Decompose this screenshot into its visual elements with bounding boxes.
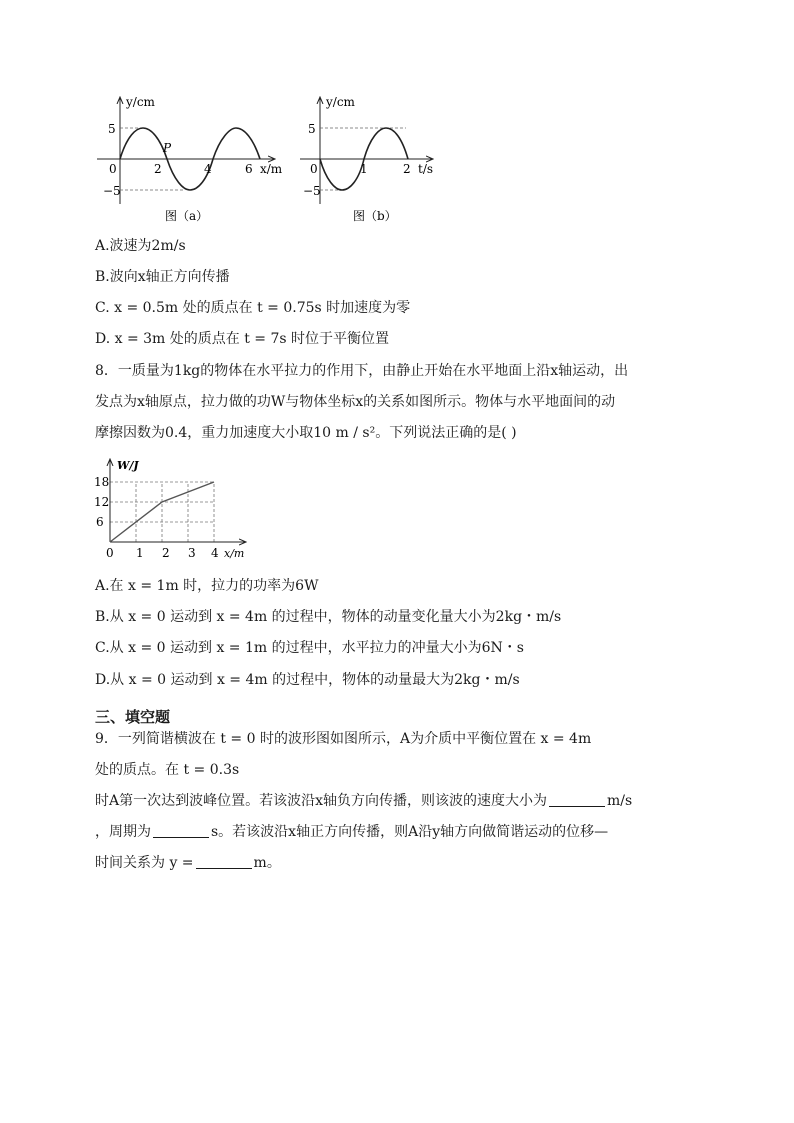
t-axis-label: t/s: [418, 162, 434, 176]
q8-stem-line3: 摩擦因数为0.4，重力加速度大小取10 m / s²。下列说法正确的是( ): [95, 425, 517, 441]
chart-grid: [110, 482, 214, 542]
y-axis-label: y/cm: [326, 95, 355, 109]
work-position-chart: [94, 455, 260, 565]
tick-y-18: 18: [94, 475, 110, 489]
y-axis-label: W/J: [117, 459, 139, 472]
tick-x-2: 2: [154, 162, 162, 176]
tick-y-6: 6: [96, 515, 104, 529]
figure-caption: 图（b）: [353, 209, 397, 223]
tick-t-1: 1: [360, 162, 368, 176]
wave-graph-a: [95, 92, 290, 227]
tick-x-6: 6: [245, 162, 253, 176]
x-axis-label: x/m: [260, 162, 283, 176]
q8-stem-line2: 发点为x轴原点，拉力做的功W与物体坐标x的关系如图所示。物体与水平地面间的动: [95, 394, 616, 410]
tick-y-5: 5: [308, 122, 316, 136]
q9-line4: [95, 822, 608, 842]
tick-y-neg5: −5: [303, 184, 321, 198]
q8-stem-line1: 8．一质量为1kg的物体在水平拉力的作用下，由静止开始在水平地面上沿x轴运动，出: [95, 363, 629, 379]
q9-line3-text: 时A第一次达到波峰位置。若该波沿x轴负方向传播，则该波的速度大小为: [95, 793, 548, 809]
tick-y-5: 5: [108, 122, 116, 136]
q9-line3-unit: m/s: [607, 793, 633, 809]
q7-option-c: C. x = 0.5m 处的质点在 t = 0.75s 时加速度为零: [95, 300, 411, 316]
q9-line5: [95, 853, 281, 873]
q9-line2: 处的质点。在 t = 0.3s: [95, 762, 240, 778]
q9-line5-unit: m。: [253, 855, 281, 871]
q9-line1: 9．一列简谐横波在 t = 0 时的波形图如图所示，A为介质中平衡位置在 x = 4m: [95, 731, 592, 747]
q9-line3: [95, 791, 632, 811]
tick-x-3: 3: [188, 546, 196, 560]
q8-option-d: D.从 x = 0 运动到 x = 4m 的过程中，物体的动量最大为2kg・m/s: [95, 672, 520, 688]
tick-y-12: 12: [94, 495, 110, 509]
q8-option-b: B.从 x = 0 运动到 x = 4m 的过程中，物体的动量变化量大小为2kg・m/s: [95, 609, 562, 625]
q7-option-a: A.波速为2m/s: [95, 238, 186, 254]
tick-x-0: 0: [106, 546, 114, 560]
q8-option-c: C.从 x = 0 运动到 x = 1m 的过程中，水平拉力的冲量大小为6N・s: [95, 640, 524, 656]
q7-option-b: B.波向x轴正方向传播: [95, 269, 230, 285]
vibration-graph-b: [298, 92, 443, 227]
y-axis-label: y/cm: [126, 95, 155, 109]
tick-x-4: 4: [211, 546, 219, 560]
tick-t-2: 2: [403, 162, 411, 176]
x-axis-label: x/m: [224, 547, 245, 560]
q9-line4-rest: s。若该波沿x轴正方向传播，则A沿y轴方向做简谐运动的位移—: [211, 824, 609, 840]
answer-blank-period[interactable]: [153, 823, 209, 838]
tick-x-2: 2: [162, 546, 170, 560]
tick-y-neg5: −5: [103, 184, 121, 198]
q9-line5-text: 时间关系为 y =: [95, 855, 194, 871]
tick-x-4: 4: [204, 162, 212, 176]
q8-option-a: A.在 x = 1m 时，拉力的功率为6W: [95, 578, 319, 594]
answer-blank-speed[interactable]: [549, 792, 605, 807]
figure-caption: 图（a）: [165, 209, 209, 223]
point-label: P: [163, 141, 172, 155]
tick-origin: 0: [310, 162, 318, 176]
tick-x-1: 1: [136, 546, 144, 560]
section-heading: 三、填空题: [95, 708, 171, 726]
q9-line4-text: ，周期为: [95, 824, 151, 840]
answer-blank-displacement[interactable]: [196, 854, 252, 869]
tick-origin: 0: [109, 162, 117, 176]
q7-option-d: D. x = 3m 处的质点在 t = 7s 时位于平衡位置: [95, 331, 390, 347]
